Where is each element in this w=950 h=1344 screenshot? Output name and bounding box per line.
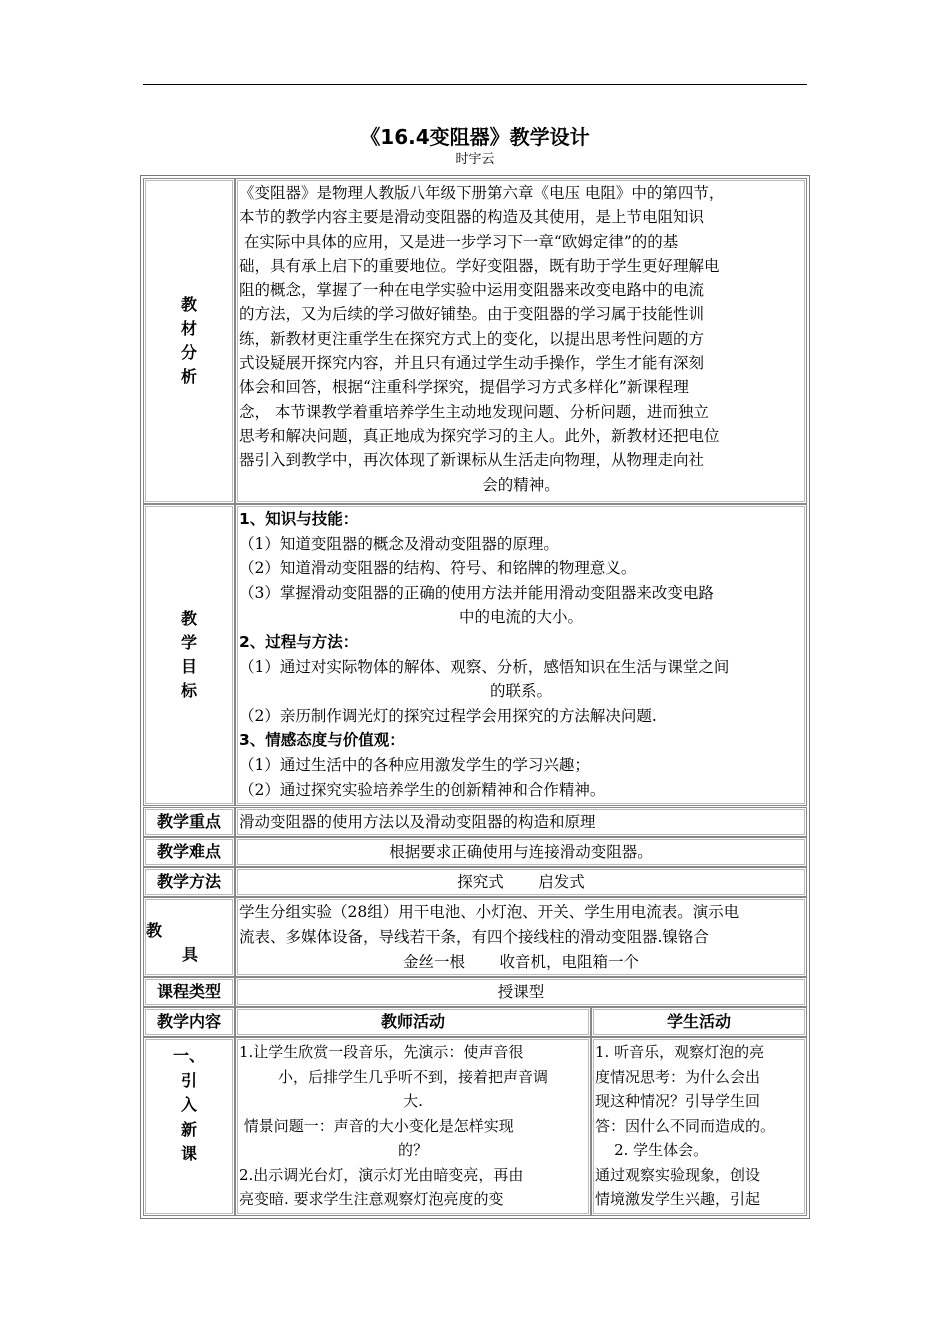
document-title: 《16.4变阻器》教学设计 — [360, 125, 590, 149]
label-neirong: 教学内容 — [143, 1007, 235, 1037]
yinru-student: 1. 听音乐，观察灯泡的亮 度情况思考：为什么会出 现这种情况？引导学生回 答：因什么不同而造成的。 2. 学生体会。 通过观察实验现象，创设 情境激发学生兴趣，引起 — [591, 1037, 807, 1216]
label-fangfa: 教学方法 — [143, 867, 235, 897]
label-leixing: 课程类型 — [143, 977, 235, 1007]
header-rule — [143, 84, 807, 85]
fangfa-text: 探究式 启发式 — [235, 867, 807, 897]
nandian-text: 根据要求正确使用与连接滑动变阻器。 — [235, 837, 807, 867]
label-jiaoju: 教 具 — [143, 897, 235, 977]
mubiao-text: 1、知识与技能： （1）知道变阻器的概念及滑动变阻器的原理。 （2）知道滑动变阻器的结构、符号、和铭牌的物理意义。 （3）掌握滑动变阻器的正确的使用方法并能用滑动变阻器来改变电路 中的电流的大小。 2、过程与方法： （1）通过对实际物体的解体、观察、分析，感悟知识在生活与课堂之间 的联系。 （2）亲历制作调光灯的探究过程学会用探究的方法解决问题. 3、情感态度与价值观： （1）通过生活中的各种应用激发学生的学习兴趣； （2）通过探究实验培养学生的创新精神和合作精神。 — [235, 504, 807, 806]
header-student: 学生活动 — [591, 1007, 807, 1037]
jiaocai-text: 《变阻器》是物理人教版八年级下册第六章《电压 电阻》中的第四节， 本节的教学内容主要是滑动变阻器的构造及其使用，是上节电阻知识 在实际中具体的应用，又是进一步学习下一章“欧姆定律”的的基 础，具有承上启下的重要地位。学好变阻器，既有助于学生更好理解电 阻的概念，掌握了一种在电学实验中运用变阻器来改变电路中的电流 的方法，又为后续的学习做好铺垫。由于变阻器的学习属于技能性训 练，新教材更注重学生在探究方式上的变化，以提出思考性问题的方 式设疑展开探究内容，并且只有通过学生动手操作，学生才能有深刻 体会和回答，根据“注重科学探究，提倡学习方式多样化”新课程理 念， 本节课教学着重培养学生主动地发现问题、分析问题，进而独立 思考和解决问题，真正地成为探究学习的主人。此外，新教材还把电位 器引入到教学中，再次体现了新课标从生活走向物理，从物理走向社 会的精神。 — [235, 178, 807, 504]
author: 时宇云 — [455, 152, 495, 167]
leixing-text: 授课型 — [235, 977, 807, 1007]
header-teacher: 教师活动 — [235, 1007, 591, 1037]
yinru-teacher: 1.让学生欣赏一段音乐，先演示：使声音很 小，后排学生几乎听不到，接着把声音调 大. 情景问题一：声音的大小变化是怎样实现 的？ 2.出示调光台灯，演示灯光由暗变亮，再由 亮变暗. 要求学生注意观察灯泡亮度的变 — [235, 1037, 591, 1216]
label-mubiao: 教 学 目 标 — [143, 504, 235, 806]
label-jiaocai: 教 材 分 析 — [143, 178, 235, 504]
jiaoju-text: 学生分组实验（28组）用干电池、小灯泡、开关、学生用电流表。演示电 流表、多媒体设备，导线若干条，有四个接线柱的滑动变阻器.镍铬合 金丝一根 收音机，电阻箱一个 — [235, 897, 807, 977]
label-nandian: 教学难点 — [143, 837, 235, 867]
label-zhongdian: 教学重点 — [143, 807, 235, 837]
zhongdian-text: 滑动变阻器的使用方法以及滑动变阻器的构造和原理 — [235, 807, 807, 837]
label-yinru: 一、 引 入 新 课 — [143, 1037, 235, 1216]
